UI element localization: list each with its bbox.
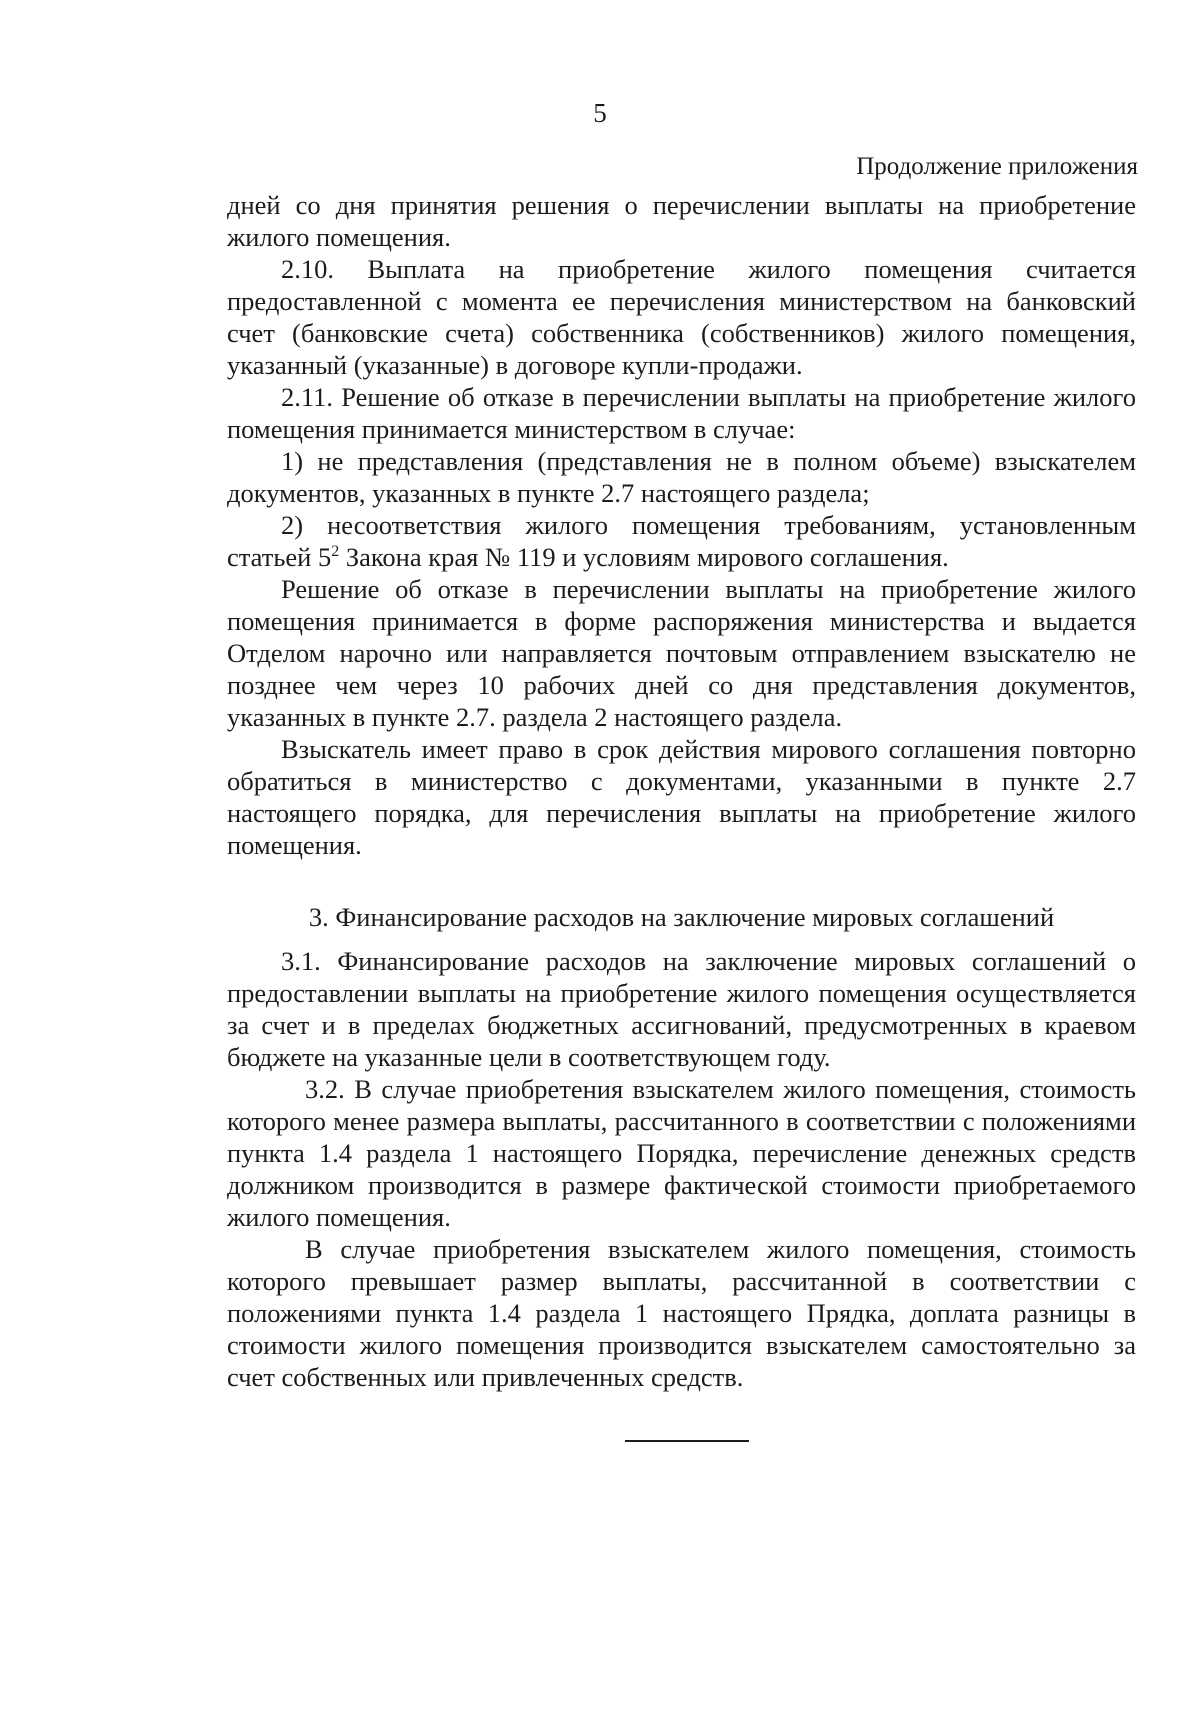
paragraph-2-11-item-2 — [227, 509, 1136, 573]
paragraph-2-11-item-2-tail: Закона края № 119 и условиям мирового соглашения. — [339, 542, 949, 572]
paragraph-continued: дней со дня принятия решения о перечислении выплаты на приобретение жилого помещения. — [227, 190, 1136, 252]
document-body — [227, 189, 1136, 1393]
paragraph-3-1: 3.1. Финансирование расходов на заключение мировых соглашений о предоставлении выплаты на приобретение жилого помещения осуществляется за счет и в пределах бюджетных ассигнований, предусмотренных в краевом бюджете на указанные цели в соответствующем году. — [227, 946, 1136, 1072]
paragraph-2-11-item-1: 1) не представления (представления не в полном объеме) взыскателем документов, указанных в пункте 2.7 настоящего раздела; — [227, 446, 1136, 508]
continuation-label: Продолжение приложения — [856, 153, 1138, 180]
paragraph-2-11: 2.11. Решение об отказе в перечислении выплаты на приобретение жилого помещения принимается министерством в случае: — [227, 382, 1136, 444]
paragraph-3-2: 3.2. В случае приобретения взыскателем жилого помещения, стоимость которого менее размера выплаты, рассчитанного в соответствии с положениями пункта 1.4 раздела 1 настоящего Порядка, перечисление денежных средств должником производится в размере фактической стоимости приобретаемого жилого помещения. — [227, 1074, 1136, 1232]
end-divider-line — [625, 1440, 749, 1442]
paragraph-2-11-item-2-text: 2) несоответствия жилого помещения требованиям, установленным статьей 5 — [227, 510, 1136, 572]
section-3-title: 3. Финансирование расходов на заключение мировых соглашений — [308, 902, 1055, 932]
paragraph-3-2-excess: В случае приобретения взыскателем жилого помещения, стоимость которого превышает размер выплаты, рассчитанной в соответствии с положениями пункта 1.4 раздела 1 настоящего Прядка, доплата разницы в стоимости жилого помещения производится взыскателем самостоятельно за счет собственных или привлеченных средств. — [227, 1234, 1136, 1392]
page-number: 5 — [593, 98, 607, 128]
paragraph-reapply-right: Взыскатель имеет право в срок действия мирового соглашения повторно обратиться в министерство с документами, указанными в пункте 2.7 настоящего порядка, для перечисления выплаты на приобретение жилого помещения. — [227, 734, 1136, 860]
paragraph-2-10: 2.10. Выплата на приобретение жилого помещения считается предоставленной с момента ее перечисления министерством на банковский счет (банковские счета) собственника (собственников) жилого помещения, указанный (указанные) в договоре купли-продажи. — [227, 254, 1136, 380]
superscript-index: 2 — [331, 543, 340, 561]
paragraph-refusal-decision: Решение об отказе в перечислении выплаты на приобретение жилого помещения принимается в форме распоряжения министерства и выдается Отделом нарочно или направляется почтовым отправлением взыскателю не позднее чем через 10 рабочих дней со дня представления документов, указанных в пункте 2.7. раздела 2 настоящего раздела. — [227, 574, 1136, 732]
